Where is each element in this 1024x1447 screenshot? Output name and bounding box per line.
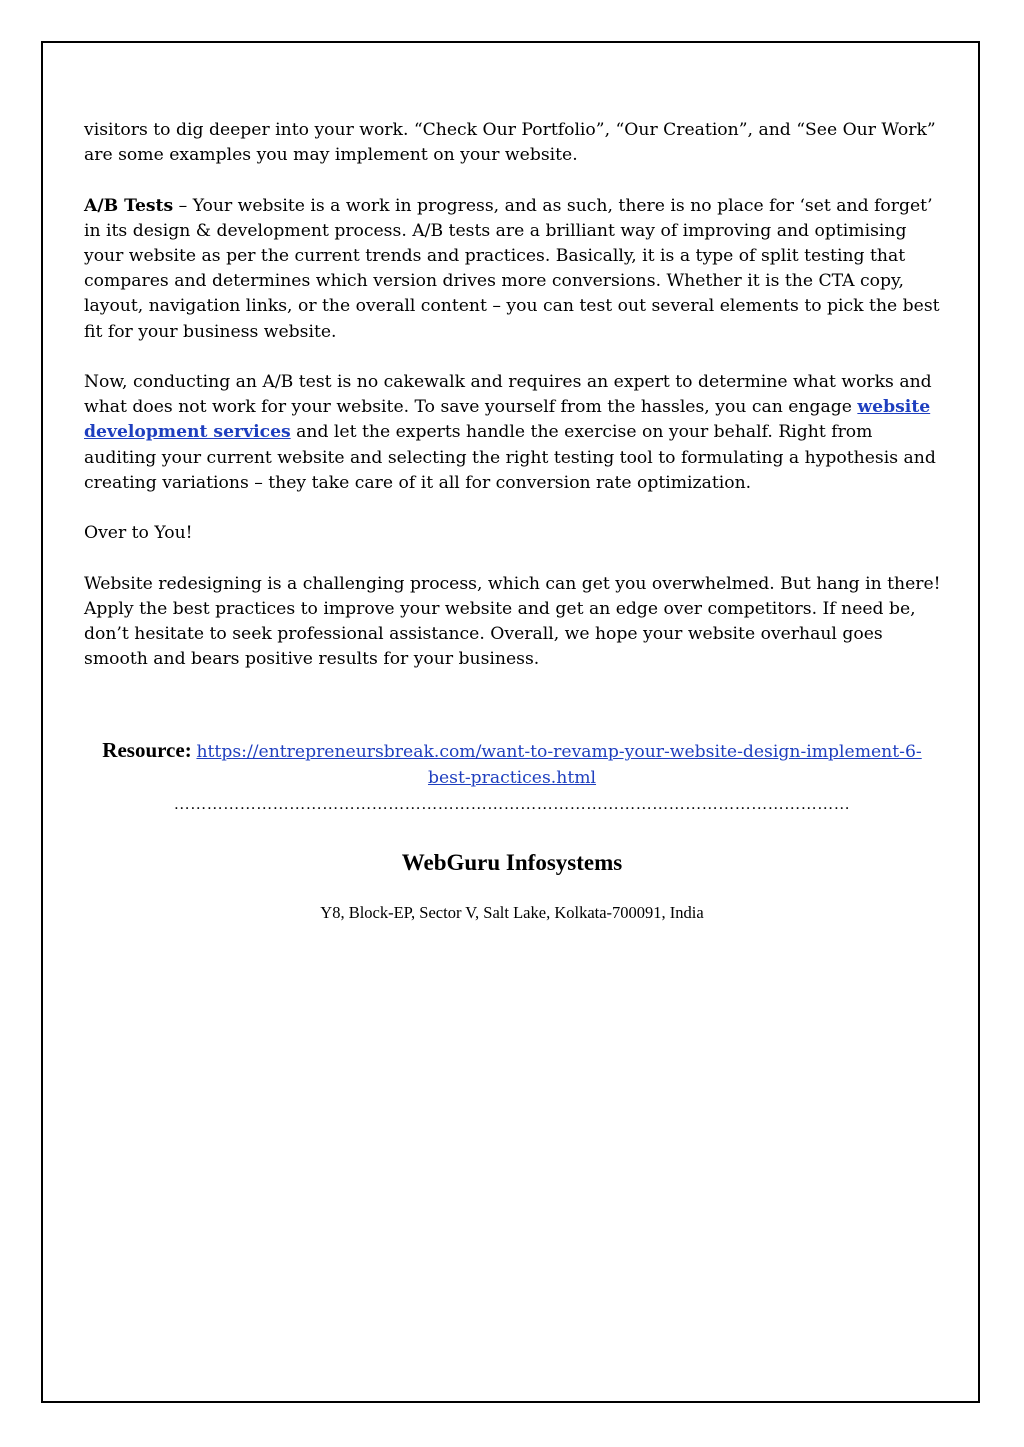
conducting-text-after: and let the experts handle the exercise on your behalf. Right from auditing your current website and selecting the right testing tool to formulating a hypothesis and creating variations – they take care of it all for conversion rate optimization.	[84, 422, 936, 493]
website-development-services-link[interactable]: website development services	[84, 397, 931, 443]
resource-label: Resource:	[102, 738, 192, 762]
ab-tests-heading: A/B Tests	[84, 195, 174, 216]
dotted-separator: ……………………………………………………………………………………………………………	[173, 796, 851, 813]
resource-line	[84, 738, 940, 791]
resource-url-link[interactable]: https://entrepreneursbreak.com/want-to-revamp-your-website-design-implement-6-best-practices.html	[196, 742, 922, 788]
paragraph-closing: Website redesigning is a challenging process, which can get you overwhelmed. But hang in there! Apply the best practices to improve your website and get an edge over competitors. If need be, don’t hesitate to seek professional assistance. Overall, we hope your website overhaul goes smooth and bears positive results for your business.	[84, 573, 941, 670]
ab-tests-text: – Your website is a work in progress, and as such, there is no place for ‘set and forget’ in its design & development process. A/B tests are a brilliant way of improving and optimising your website as per the current trends and practices. Basically, it is a type of split testing that compares and determines which version drives more conversions. Whether it is the CTA copy, layout, navigation links, or the overall content – you can test out several elements to pick the best fit for your business website.	[84, 195, 940, 342]
paragraph-conducting	[84, 370, 944, 496]
paragraph-over-to-you: Over to You!	[84, 523, 193, 544]
company-name: WebGuru Infosystems	[401, 850, 623, 875]
paragraph-ab-tests	[84, 194, 944, 345]
paragraph-intro: visitors to dig deeper into your work. “Check Our Portfolio”, “Our Creation”, and “See Our Work” are some examples you may implement on your website.	[84, 120, 936, 166]
article-body	[84, 118, 944, 698]
conducting-text-before: Now, conducting an A/B test is no cakewalk and requires an expert to determine what works and what does not work for your website. To save yourself from the hassles, you can engage	[84, 372, 932, 418]
company-address: Y8, Block-EP, Sector V, Salt Lake, Kolkata-700091, India	[320, 903, 704, 922]
